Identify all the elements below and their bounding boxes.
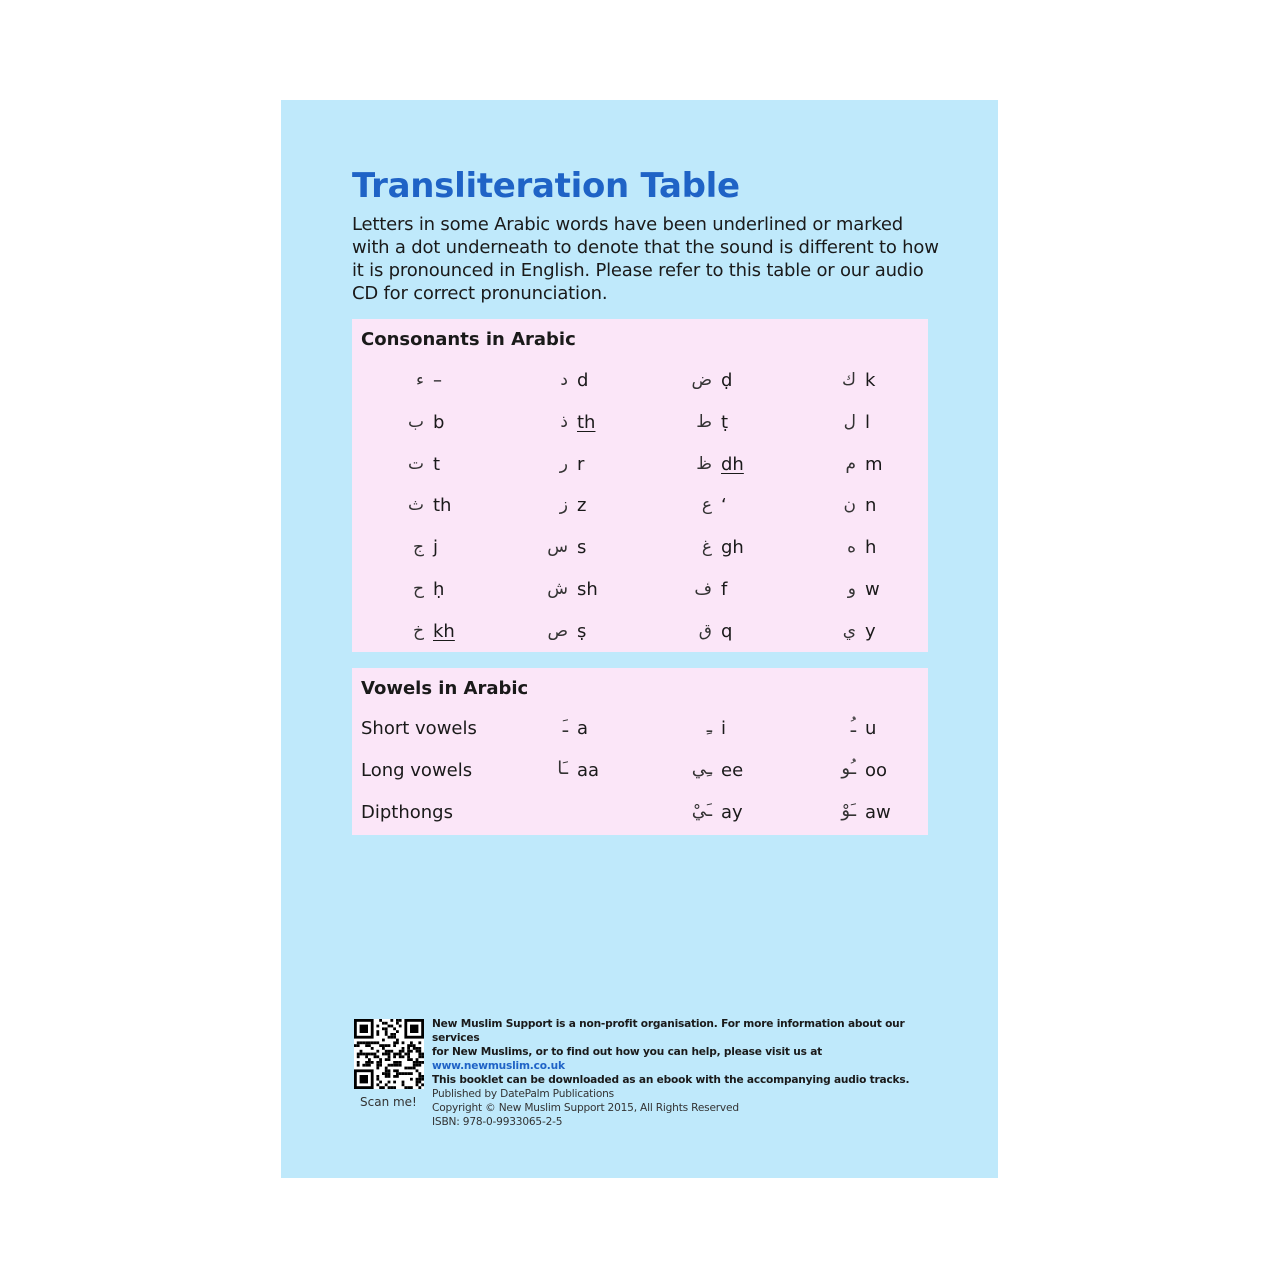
- arabic-letter: ت: [407, 453, 424, 474]
- vowel-row: [352, 758, 928, 800]
- transliteration: ṣ: [577, 620, 587, 642]
- arabic-letter: ج: [413, 537, 424, 558]
- consonant-cell: [640, 364, 784, 406]
- consonant-cell: [352, 615, 496, 657]
- arabic-letter: غ: [701, 537, 712, 558]
- consonant-cell: [352, 448, 496, 490]
- arabic-letter: ف: [694, 578, 712, 599]
- transliteration: oo: [865, 760, 888, 781]
- consonant-cell: [784, 406, 928, 448]
- vowel-cell: [496, 758, 640, 800]
- transliteration: sh: [577, 578, 598, 600]
- vowel-cell: [784, 800, 928, 842]
- consonant-cell: [496, 489, 640, 531]
- transliteration: f: [721, 578, 728, 600]
- arabic-letter: ب: [407, 411, 424, 432]
- vowel-row-label: Dipthongs: [361, 802, 453, 823]
- consonant-cell: [352, 531, 496, 573]
- arabic-letter: ء: [416, 370, 424, 390]
- arabic-letter: و: [847, 578, 856, 599]
- consonant-cell: [784, 615, 928, 657]
- vowel-row: [352, 800, 928, 842]
- footer-line-2: [432, 1045, 932, 1073]
- consonant-cell: [496, 406, 640, 448]
- arabic-vowel: ـَيْ: [691, 800, 712, 821]
- transliteration: h: [865, 537, 877, 559]
- arabic-vowel: ـُو: [841, 758, 856, 779]
- consonant-cell: [352, 364, 496, 406]
- arabic-vowel: ـَا: [557, 758, 568, 779]
- arabic-letter: ظ: [696, 453, 712, 474]
- vowels-table: [352, 668, 928, 835]
- isbn-line: ISBN: 978-0-9933065-2-5: [432, 1116, 563, 1128]
- consonant-cell: [496, 615, 640, 657]
- transliteration: r: [577, 453, 585, 475]
- consonant-cell: [640, 489, 784, 531]
- arabic-letter: ي: [842, 620, 856, 641]
- website-link[interactable]: www.newmuslim.co.uk: [432, 1060, 565, 1072]
- arabic-letter: س: [547, 537, 568, 558]
- vowel-cell: [640, 758, 784, 800]
- consonant-cell: [496, 448, 640, 490]
- transliteration: u: [865, 718, 877, 739]
- transliteration: n: [865, 495, 877, 517]
- consonant-cell: [784, 531, 928, 573]
- footer-line-1: New Muslim Support is a non-profit organisation. For more information about our services: [432, 1018, 905, 1044]
- consonant-cell: [352, 489, 496, 531]
- arabic-vowel: ـِ: [706, 716, 712, 737]
- transliteration: i: [721, 718, 727, 739]
- publisher-info: [432, 1017, 932, 1129]
- consonant-cell: [640, 406, 784, 448]
- arabic-letter: ط: [696, 411, 712, 432]
- transliteration: ḥ: [433, 578, 445, 600]
- transliteration: s: [577, 537, 587, 559]
- transliteration: b: [433, 411, 445, 433]
- consonant-cell: [352, 573, 496, 615]
- transliteration: l: [865, 411, 871, 433]
- footer-line-3: This booklet can be downloaded as an ebook with the accompanying audio tracks.: [432, 1074, 910, 1086]
- transliteration: th: [577, 411, 596, 433]
- copyright-line: Copyright © New Muslim Support 2015, All Rights Reserved: [432, 1102, 739, 1114]
- transliteration: w: [865, 578, 880, 600]
- vowel-row-label: Short vowels: [361, 718, 477, 739]
- publisher-line: Published by DatePalm Publications: [432, 1088, 614, 1100]
- publisher-footer: [352, 1017, 932, 1128]
- scan-me-label: Scan me!: [360, 1095, 417, 1109]
- consonant-cell: [784, 364, 928, 406]
- arabic-vowel: ـُ: [850, 716, 856, 737]
- footer-line-2-text: for New Muslims, or to find out how you can help, please visit us at: [432, 1046, 823, 1058]
- transliteration: q: [721, 620, 733, 642]
- transliteration: th: [433, 495, 452, 517]
- vowel-cell: [784, 716, 928, 758]
- qr-code-graphic: [354, 1019, 424, 1089]
- arabic-letter: ث: [407, 495, 424, 516]
- consonant-cell: [784, 448, 928, 490]
- qr-code[interactable]: [354, 1019, 424, 1089]
- arabic-vowel: ـَ: [562, 716, 568, 737]
- consonant-cell: [496, 364, 640, 406]
- page-title: Transliteration Table: [352, 166, 740, 206]
- arabic-letter: ك: [841, 370, 856, 390]
- transliteration: ee: [721, 760, 744, 781]
- arabic-letter: ن: [843, 495, 856, 516]
- transliteration: ṭ: [721, 411, 729, 433]
- transliteration: z: [577, 495, 587, 517]
- transliteration: m: [865, 453, 883, 475]
- arabic-letter: د: [560, 370, 568, 390]
- transliteration: a: [577, 718, 589, 739]
- transliteration: y: [865, 620, 876, 642]
- transliteration: d: [577, 370, 589, 391]
- vowels-heading: Vowels in Arabic: [361, 678, 529, 699]
- consonant-cell: [640, 615, 784, 657]
- transliteration: j: [433, 537, 439, 559]
- transliteration: kh: [433, 620, 455, 642]
- consonant-cell: [640, 531, 784, 573]
- consonant-cell: [352, 406, 496, 448]
- transliteration: k: [865, 370, 876, 391]
- consonant-cell: [784, 573, 928, 615]
- vowel-cell: [784, 758, 928, 800]
- arabic-letter: خ: [413, 620, 424, 641]
- arabic-letter: ع: [701, 495, 712, 516]
- transliteration: ḍ: [721, 370, 733, 391]
- consonant-cell: [784, 489, 928, 531]
- consonant-cell: [496, 531, 640, 573]
- arabic-letter: ش: [547, 578, 568, 599]
- consonants-table: [352, 319, 928, 652]
- arabic-letter: ض: [691, 370, 712, 390]
- vowel-row-label: Long vowels: [361, 760, 473, 781]
- consonant-cell: [640, 573, 784, 615]
- arabic-letter: ص: [547, 620, 568, 641]
- arabic-letter: م: [845, 453, 856, 474]
- consonants-grid: [352, 364, 928, 657]
- arabic-letter: ه: [847, 537, 856, 558]
- arabic-letter: ل: [843, 411, 856, 432]
- vowel-cell: [640, 716, 784, 758]
- arabic-vowel: ـِي: [691, 758, 712, 779]
- arabic-vowel: ـَوْ: [841, 800, 856, 821]
- arabic-letter: ذ: [560, 411, 568, 432]
- transliteration: aw: [865, 802, 891, 823]
- arabic-letter: ق: [698, 620, 712, 641]
- vowel-cell: [496, 716, 640, 758]
- transliteration: gh: [721, 537, 744, 559]
- arabic-letter: ح: [413, 578, 424, 599]
- consonant-cell: [496, 573, 640, 615]
- back-cover: [281, 100, 998, 1178]
- arabic-letter: ر: [559, 453, 568, 474]
- transliteration: ay: [721, 802, 743, 823]
- transliteration: t: [433, 453, 441, 475]
- vowel-cell: [640, 800, 784, 842]
- transliteration: dh: [721, 453, 744, 475]
- vowel-row: [352, 716, 928, 758]
- transliteration: aa: [577, 760, 600, 781]
- intro-paragraph: Letters in some Arabic words have been underlined or marked with a dot underneath to denote that the sound is different to how it is pronounced in English. Please refer to this table or our audio CD for correct pronunciation.: [352, 214, 939, 304]
- consonant-cell: [640, 448, 784, 490]
- transliteration: –: [433, 370, 442, 391]
- consonants-heading: Consonants in Arabic: [361, 329, 576, 350]
- arabic-letter: ز: [559, 495, 568, 516]
- transliteration: ‘: [721, 495, 727, 517]
